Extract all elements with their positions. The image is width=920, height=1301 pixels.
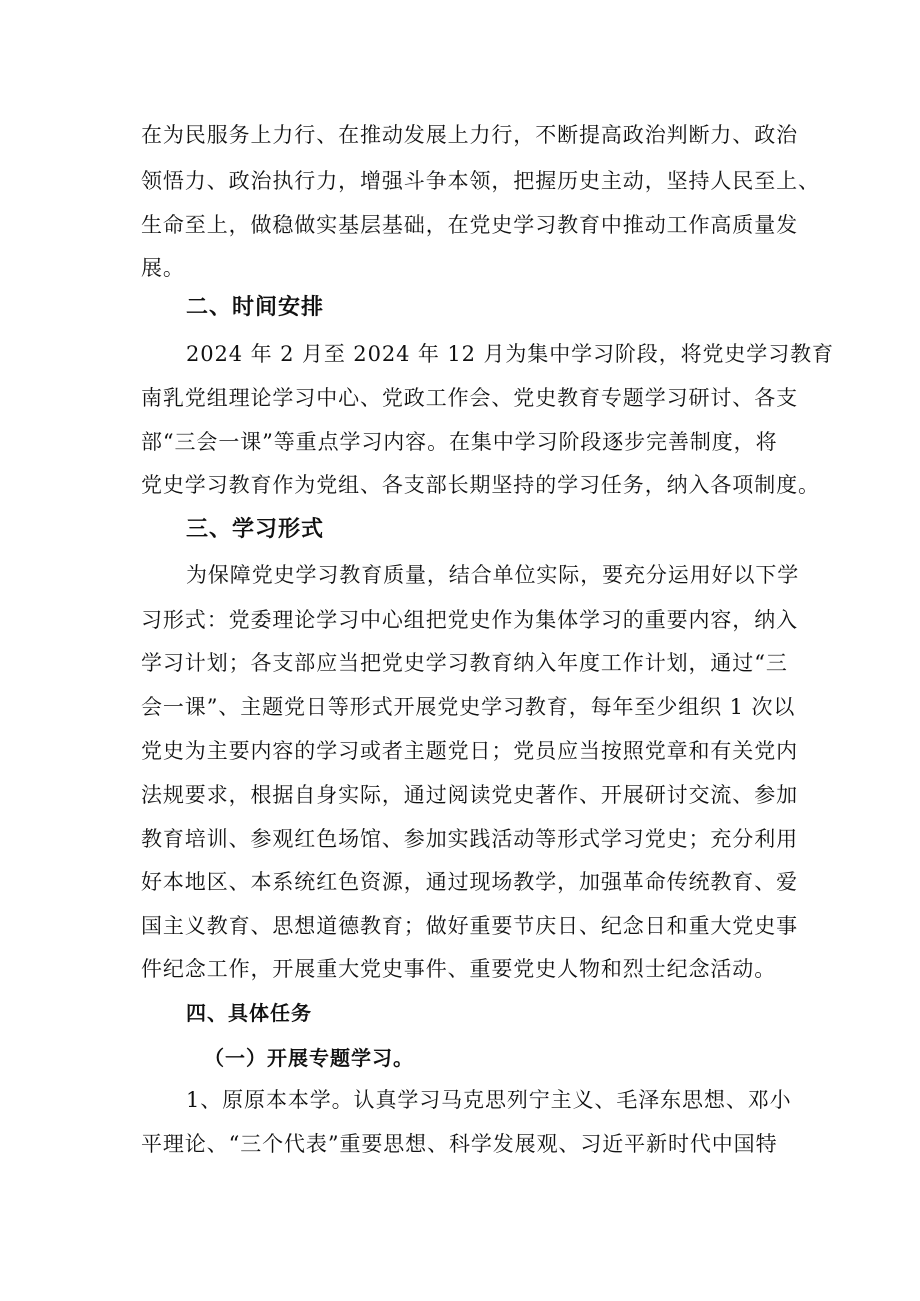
subsection-heading-topic-study: （一）开展专题学习。 (204, 1046, 414, 1070)
paragraph-line: 好本地区、本系统红色资源，通过现场教学，加强革命传统教育、爱 (141, 870, 798, 894)
paragraph-line: 习形式：党委理论学习中心组把党史作为集体学习的重要内容，纳入 (141, 608, 798, 632)
paragraph-line: 在为民服务上力行、在推动发展上力行，不断提高政治判断力、政治 (141, 123, 798, 147)
paragraph-line: 国主义教育、思想道德教育；做好重要节庆日、纪念日和重大党史事 (141, 914, 798, 938)
paragraph-line: 展。 (141, 256, 185, 280)
paragraph-line: 2024 年 2 月至 2024 年 12 月为集中学习阶段，将党史学习教育 (186, 342, 834, 366)
section-heading-schedule: 二、时间安排 (186, 295, 325, 320)
paragraph-line: 1、原原本本学。认真学习马克思列宁主义、毛泽东思想、邓小 (186, 1088, 792, 1112)
paragraph-line: 生命至上，做稳做实基层基础，在党史学习教育中推动工作高质量发 (141, 213, 798, 237)
paragraph-line: 为保障党史学习教育质量，结合单位实际，要充分运用好以下学 (186, 563, 800, 587)
paragraph-line: 党史为主要内容的学习或者主题党日；党员应当按照党章和有关党内 (141, 739, 798, 763)
paragraph-line: 党史学习教育作为党组、各支部长期坚持的学习任务，纳入各项制度。 (141, 473, 820, 497)
section-heading-tasks: 四、具体任务 (186, 1001, 312, 1025)
paragraph-line: 平理论、“三个代表”重要思想、科学发展观、习近平新时代中国特 (141, 1132, 778, 1156)
paragraph-line: 法规要求，根据自身实际，通过阅读党史著作、开展研讨交流、参加 (141, 783, 798, 807)
paragraph-line: 部“三会一课”等重点学习内容。在集中学习阶段逐步完善制度，将 (141, 430, 778, 454)
paragraph-line: 教育培训、参观红色场馆、参加实践活动等形式学习党史；充分利用 (141, 827, 798, 851)
section-heading-study-forms: 三、学习形式 (186, 517, 325, 542)
paragraph-line: 学习计划；各支部应当把党史学习教育纳入年度工作计划，通过“三 (141, 651, 788, 675)
paragraph-line: 领悟力、政治执行力，增强斗争本领，把握历史主动，坚持人民至上、 (141, 169, 820, 193)
paragraph-line: 南乳党组理论学习中心、党政工作会、党史教育专题学习研讨、各支 (141, 386, 798, 410)
paragraph-line: 会一课”、主题党日等形式开展党史学习教育，每年至少组织 1 次以 (141, 695, 796, 719)
paragraph-line: 件纪念工作，开展重大党史事件、重要党史人物和烈士纪念活动。 (141, 957, 777, 981)
